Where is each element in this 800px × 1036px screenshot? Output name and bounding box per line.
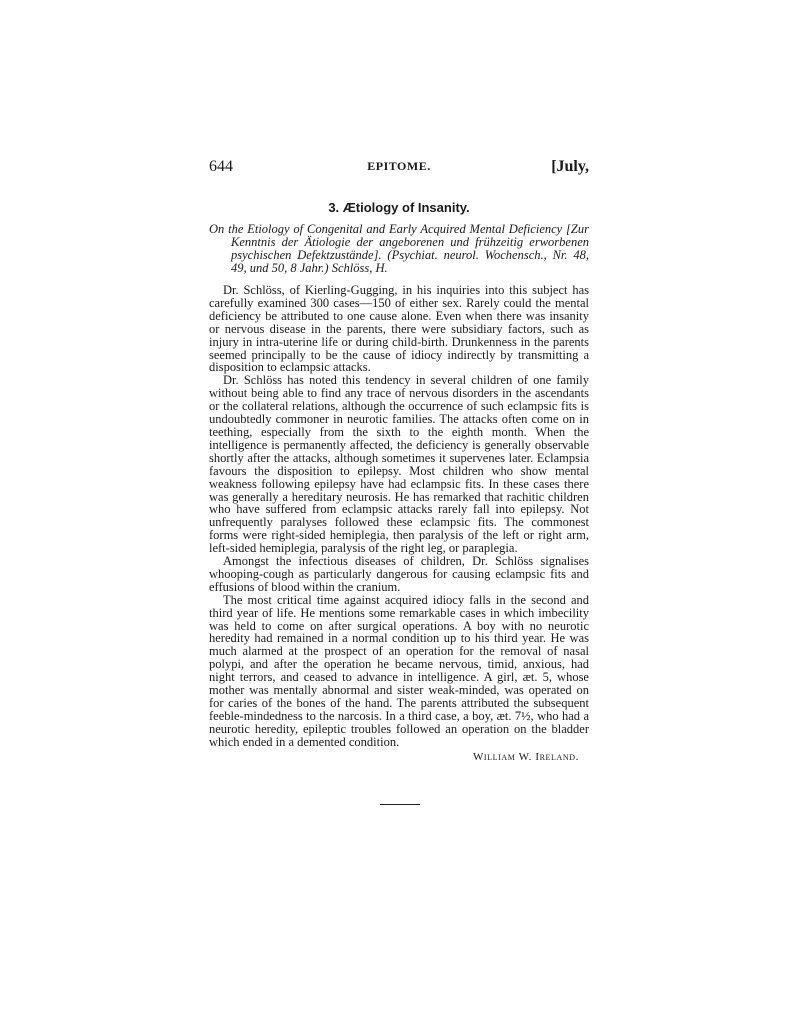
paragraph: Dr. Schlöss has noted this tendency in several children of one family without being able to find any trace of nervous disorders in the ascendants or the collateral relations, although the occurrence of such eclampsic fits is undoubtedly commoner in neurotic families. The attacks often come on in teething, especially from the sixth to the eighth month. When the intelligence is permanently affected, the deficiency is generally observable shortly after the attacks, although sometimes it supervenes later. Eclampsia favours the disposition to epilepsy. Most children who show mental weakness following epilepsy have had eclampsic fits. In these cases there was generally a hereditary neurosis. He has remarked that rachitic children who have suffered from eclampsic attacks rarely fall into epilepsy. Not unfrequently paralyses followed these eclampsic fits. The commonest forms were right-sided hemiplegia, then paralysis of the left or right arm, left-sided hemiplegia, paralysis of the right leg, or paraplegia. <box>209 373 589 556</box>
section-title: 3. Ætiology of Insanity. <box>328 200 470 215</box>
running-head <box>209 158 589 180</box>
citation: On the Etiology of Congenital and Early Acquired Mental Deficiency [Zur Kenntnis der Ätiologie der angeborenen und frühzeitig erworbenen psychischen Defektzustände]. (Psychiat. neurol. Wochensch., Nr. 48, 49, und 50, 8 Jahr.) Schlöss, H. <box>209 222 589 275</box>
running-title: EPITOME. <box>367 159 431 173</box>
paragraph: Dr. Schlöss, of Kierling-Gugging, in his inquiries into this subject has carefully examined 300 cases—150 of either sex. Rarely could the mental deficiency be attributed to one cause alone. Even when there was insanity or nervous disease in the parents, there were subsidiary factors, such as injury in intra-uterine life or during child-birth. Drunkenness in the parents seemed principally to be the cause of idiocy indirectly by transmitting a disposition to eclampsic attacks. <box>209 283 589 375</box>
author-signature: William W. Ireland. <box>472 750 579 763</box>
page <box>209 158 589 763</box>
end-rule <box>380 804 420 805</box>
article-body <box>209 284 589 749</box>
page-number: 644 <box>209 158 233 175</box>
paragraph: The most critical time against acquired idiocy falls in the second and third year of life. He mentions some remarkable cases in which imbecility was held to come on after surgical operations. A boy with no neurotic heredity had remained in a normal condition up to his third year. He was much alarmed at the prospect of an operation for the removal of nasal polypi, and after the operation he became nervous, timid, anxious, had night terrors, and ceased to advance in intelligence. A girl, æt. 5, whose mother was mentally abnormal and sister weak-minded, was operated on for caries of the bones of the hand. The parents attributed the subsequent feeble-mindedness to the narcosis. In a third case, a boy, æt. 7½, who had a neurotic heredity, epileptic troubles followed an operation on the bladder which ended in a demented condition. <box>209 592 589 749</box>
issue-date: [July, <box>551 158 589 175</box>
paragraph: Amongst the infectious diseases of children, Dr. Schlöss signalises whooping-cough as particularly dangerous for causing eclampsic fits and effusions of blood within the cranium. <box>209 554 589 594</box>
